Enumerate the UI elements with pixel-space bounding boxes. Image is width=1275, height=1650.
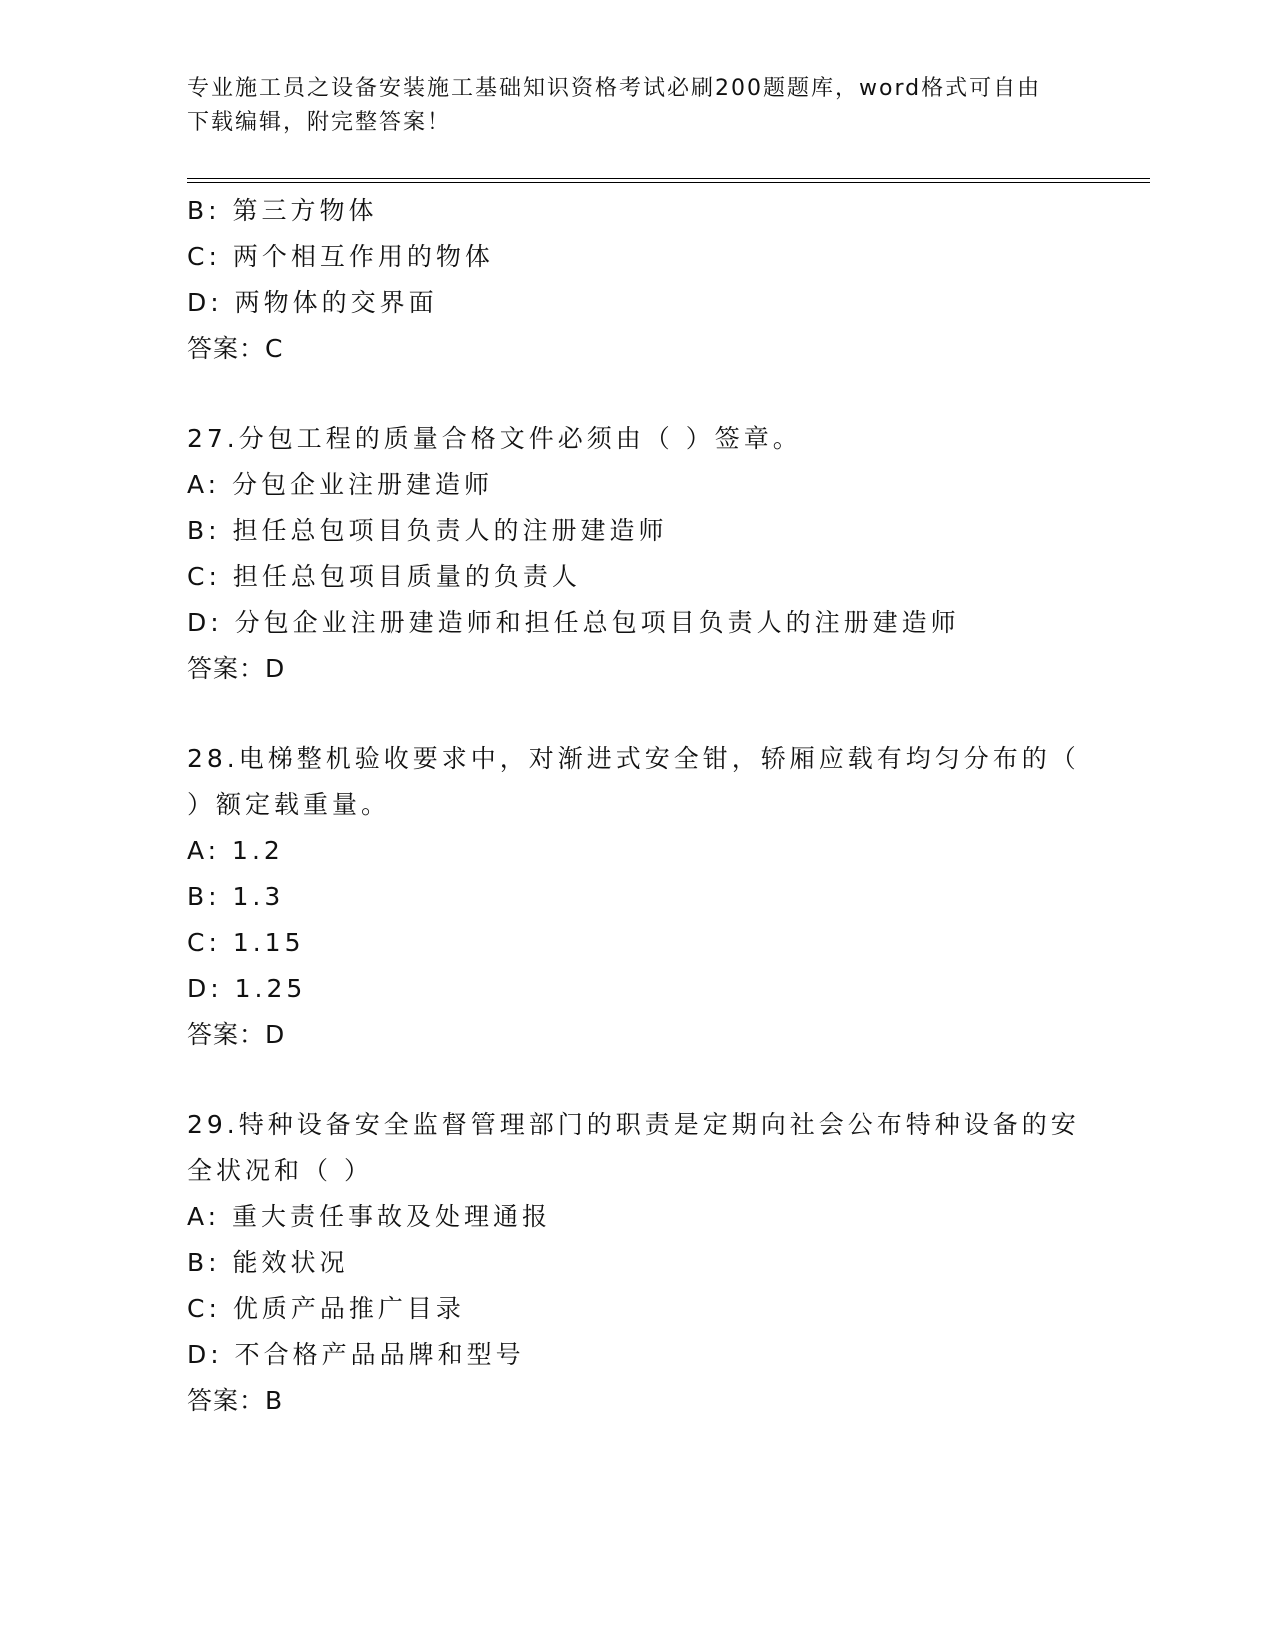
header-line-2: 下载编辑，附完整答案！	[187, 110, 452, 135]
option-d: D: 两物体的交界面	[187, 288, 438, 317]
document-header	[187, 72, 1067, 140]
option-b: B: 1.3	[187, 882, 285, 911]
question-text: 28.电梯整机验收要求中，对渐进式安全钳，轿厢应载有均匀分布的（	[187, 744, 1080, 773]
option-d: D: 1.25	[187, 974, 307, 1003]
header-divider-top	[187, 178, 1150, 179]
option-c: C: 1.15	[187, 928, 305, 957]
option-b: B: 第三方物体	[187, 196, 378, 225]
option-c: C: 担任总包项目质量的负责人	[187, 562, 581, 591]
question-text-continued: 全状况和（ ）	[187, 1156, 373, 1185]
question-text-continued: ）额定载重量。	[187, 790, 391, 819]
answer-line: 答案：B	[187, 1386, 284, 1415]
option-c: C: 两个相互作用的物体	[187, 242, 494, 271]
option-b: B: 担任总包项目负责人的注册建造师	[187, 516, 668, 545]
option-d: D: 分包企业注册建造师和担任总包项目负责人的注册建造师	[187, 608, 960, 637]
question-block-partial	[187, 188, 1087, 372]
spacer	[187, 372, 1087, 416]
option-a: A: 重大责任事故及处理通报	[187, 1202, 552, 1231]
answer-line: 答案：D	[187, 654, 286, 683]
spacer	[187, 692, 1087, 736]
option-a: A: 分包企业注册建造师	[187, 470, 494, 499]
answer-line: 答案：C	[187, 334, 284, 363]
question-block-27	[187, 416, 1087, 692]
option-b: B: 能效状况	[187, 1248, 349, 1277]
option-d: D: 不合格产品品牌和型号	[187, 1340, 525, 1369]
question-list	[187, 188, 1087, 1424]
spacer	[187, 1058, 1087, 1102]
question-text: 29.特种设备安全监督管理部门的职责是定期向社会公布特种设备的安	[187, 1110, 1080, 1139]
question-text: 27.分包工程的质量合格文件必须由（ ）签章。	[187, 424, 802, 453]
option-a: A: 1.2	[187, 836, 284, 865]
question-block-29	[187, 1102, 1087, 1424]
answer-line: 答案：D	[187, 1020, 286, 1049]
option-c: C: 优质产品推广目录	[187, 1294, 465, 1323]
question-block-28	[187, 736, 1087, 1058]
header-line-1: 专业施工员之设备安装施工基础知识资格考试必刷200题题库，word格式可自由	[187, 76, 1042, 101]
header-divider-bottom	[187, 182, 1150, 183]
